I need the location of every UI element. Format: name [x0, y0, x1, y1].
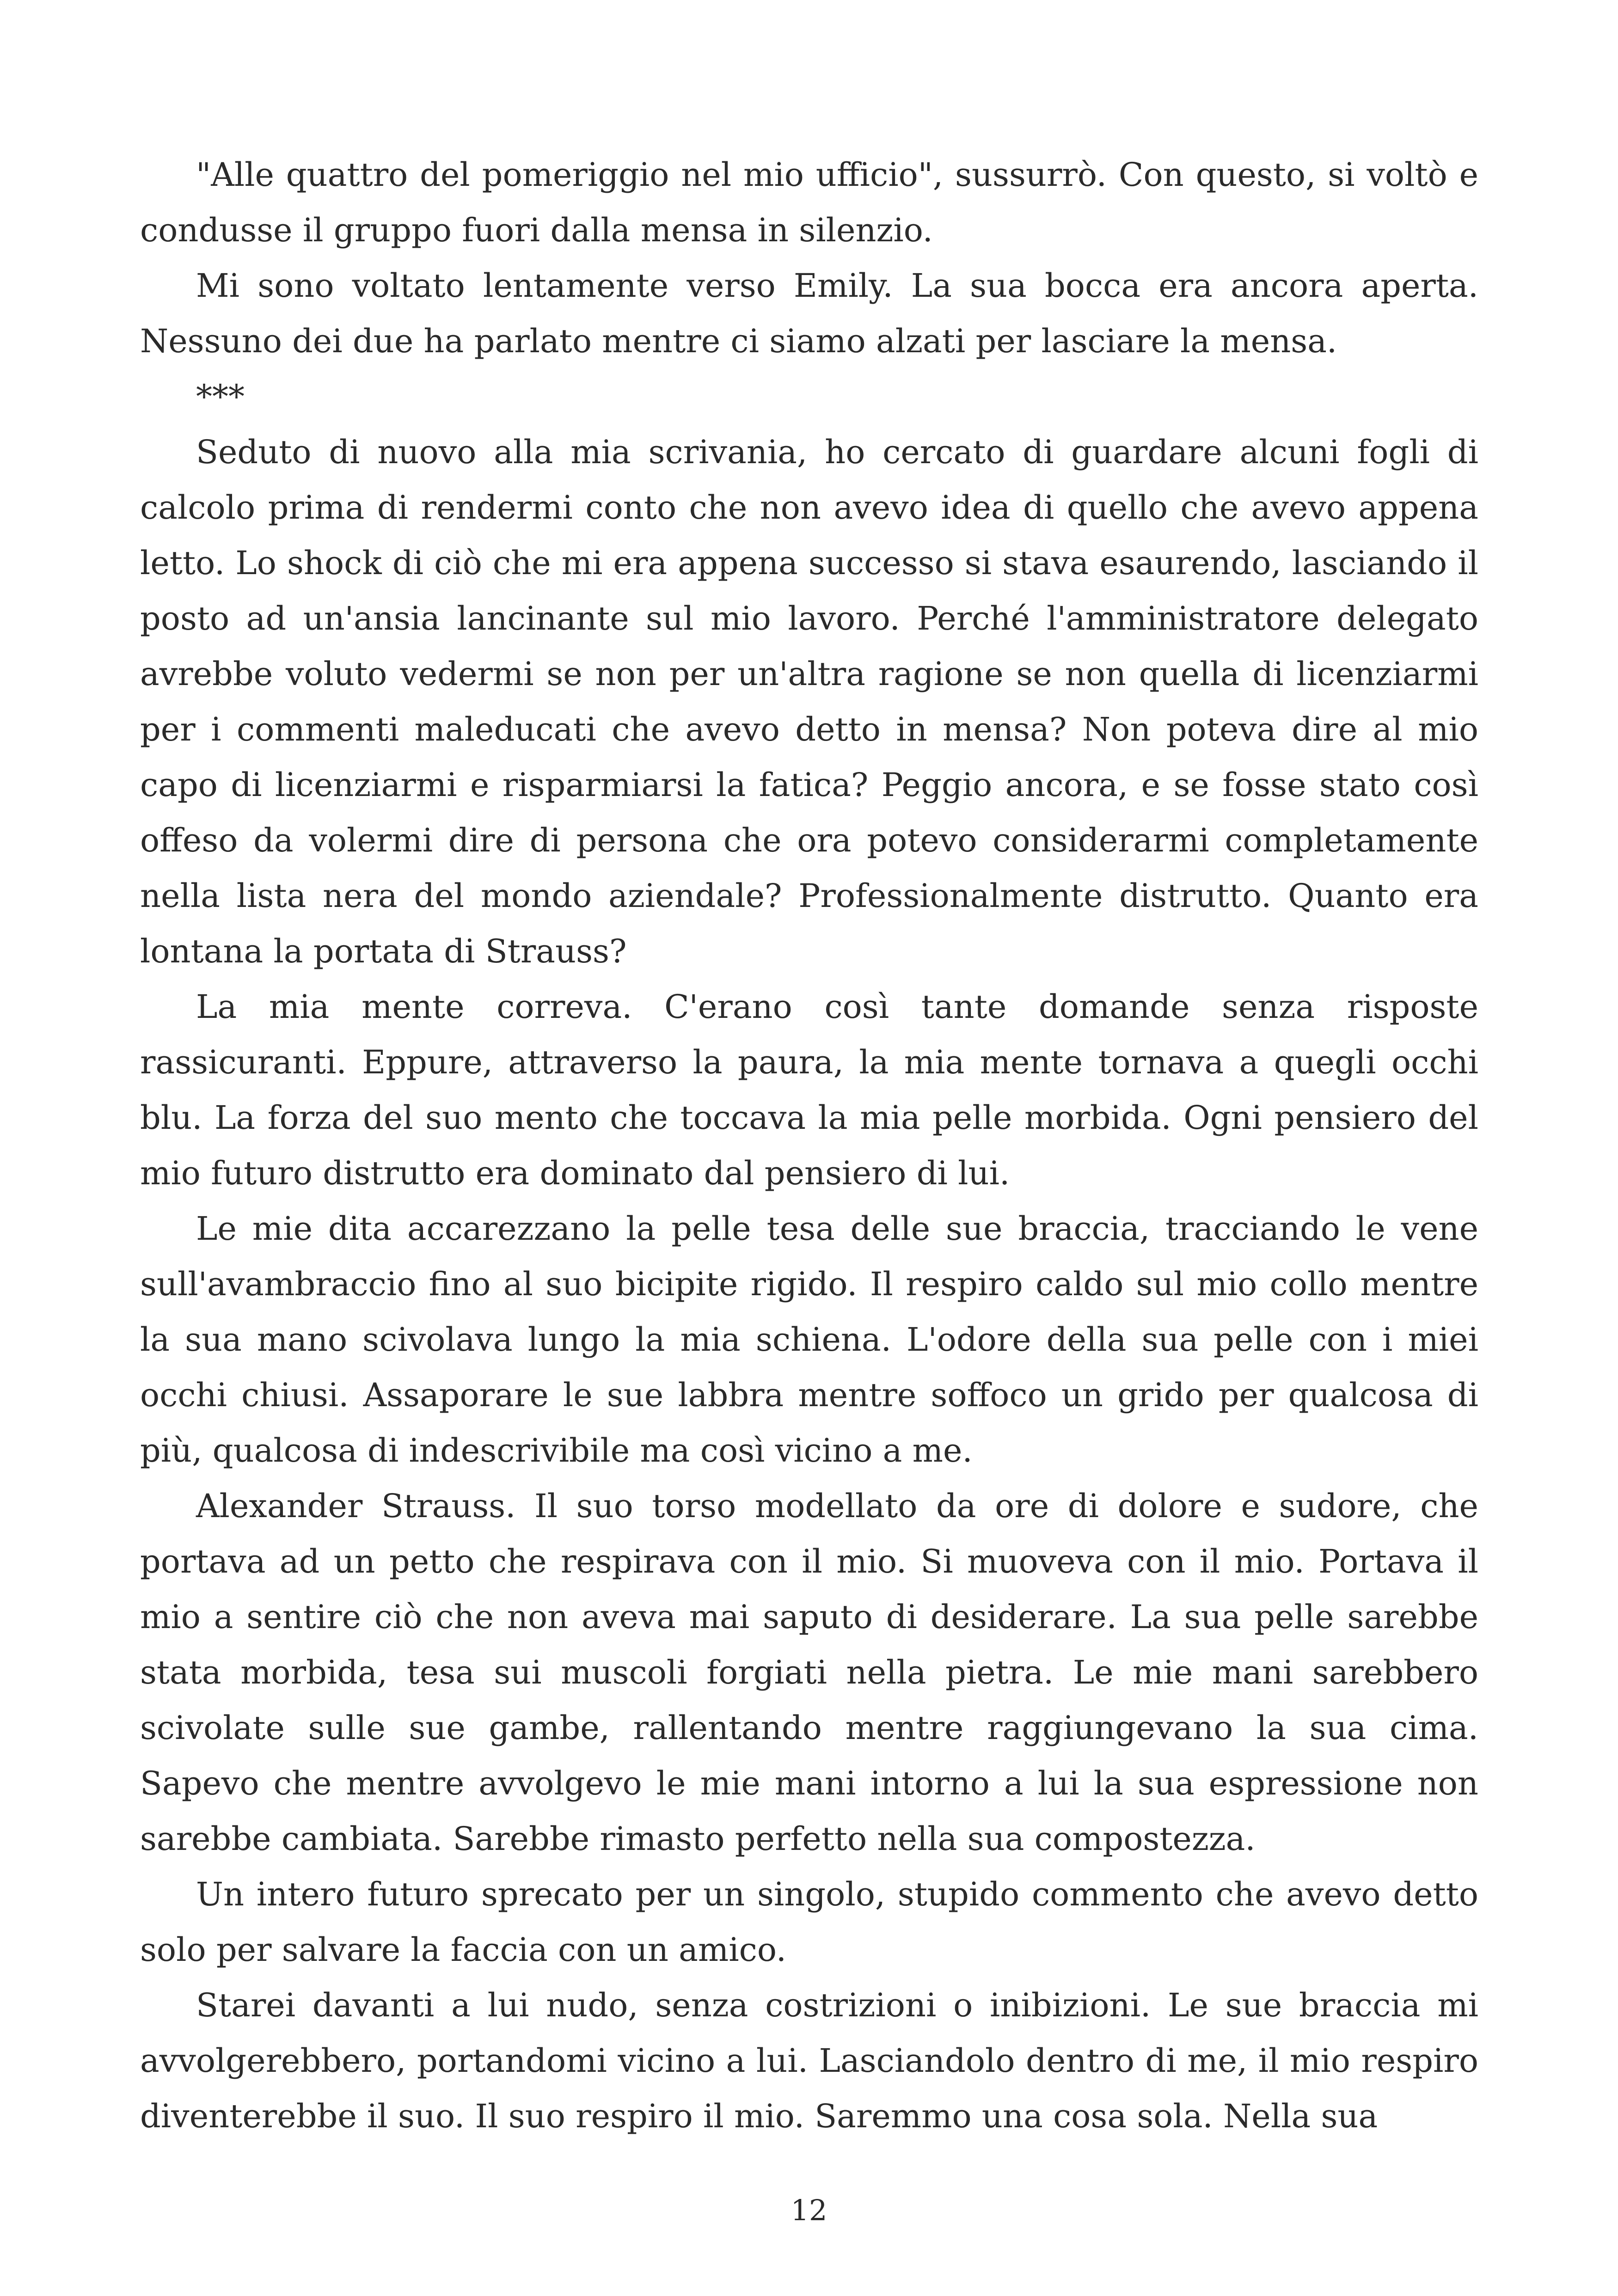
page-body [140, 147, 1478, 2144]
paragraph-6: Alexander Strauss. Il suo torso modellato da ore di dolore e sudore, che portava ad un petto che respirava con il mio. Si muoveva con il mio. Portava il mio a sentire ciò che non aveva mai saputo di desiderare. La sua pelle sarebbe stata morbida, tesa sui muscoli forgiati nella pietra. Le mie mani sarebbero scivolate sulle sue gambe, rallentando mentre raggiungevano la sua cima. Sapevo che mentre avvolgevo le mie mani intorno a lui la sua espressione non sarebbe cambiata. Sarebbe rimasto perfetto nella sua compostezza. [140, 1487, 1478, 1858]
paragraph-7: Un intero futuro sprecato per un singolo, stupido commento che avevo detto solo per salvare la faccia con un amico. [140, 1875, 1478, 1969]
paragraph-8: Starei davanti a lui nudo, senza costrizioni o inibizioni. Le sue braccia mi avvolgerebbero, portandomi vicino a lui. Lasciandolo dentro di me, il mio respiro diventerebbe il suo. Il suo respiro il mio. Saremmo una cosa sola. Nella sua [140, 1986, 1478, 2135]
paragraph-3: Seduto di nuovo alla mia scrivania, ho cercato di guardare alcuni fogli di calcolo prima di rendermi conto che non avevo idea di quello che avevo appena letto. Lo shock di ciò che mi era appena successo si stava esaurendo, lasciando il posto ad un'ansia lancinante sul mio lavoro. Perché l'amministratore delegato avrebbe voluto vedermi se non per un'altra ragione se non quella di licenziarmi per i commenti maleducati che avevo detto in mensa? Non poteva dire al mio capo di licenziarmi e risparmiarsi la fatica? Peggio ancora, e se fosse stato così offeso da volermi dire di persona che ora potevo considerarmi completamente nella lista nera del mondo aziendale? Professionalmente distrutto. Quanto era lontana la portata di Strauss? [140, 433, 1478, 970]
paragraph-2: Mi sono voltato lentamente verso Emily. La sua bocca era ancora aperta. Nessuno dei due ha parlato mentre ci siamo alzati per lasciare la mensa. [140, 267, 1478, 360]
paragraph-1: "Alle quattro del pomeriggio nel mio ufficio", sussurrò. Con questo, si voltò e condusse il gruppo fuori dalla mensa in silenzio. [140, 156, 1478, 249]
page-number: 12 [791, 2193, 827, 2227]
paragraph-5: Le mie dita accarezzano la pelle tesa delle sue braccia, tracciando le vene sull'avambraccio fino al suo bicipite rigido. Il respiro caldo sul mio collo mentre la sua mano scivolava lungo la mia schiena. L'odore della sua pelle con i miei occhi chiusi. Assaporare le sue labbra mentre soffoco un grido per qualcosa di più, qualcosa di indescrivibile ma così vicino a me. [140, 1210, 1478, 1469]
scene-break: *** [196, 378, 245, 416]
paragraph-4: La mia mente correva. C'erano così tante domande senza risposte rassicuranti. Eppure, attraverso la paura, la mia mente tornava a quegli occhi blu. La forza del suo mento che toccava la mia pelle morbida. Ogni pensiero del mio futuro distrutto era dominato dal pensiero di lui. [140, 988, 1478, 1192]
